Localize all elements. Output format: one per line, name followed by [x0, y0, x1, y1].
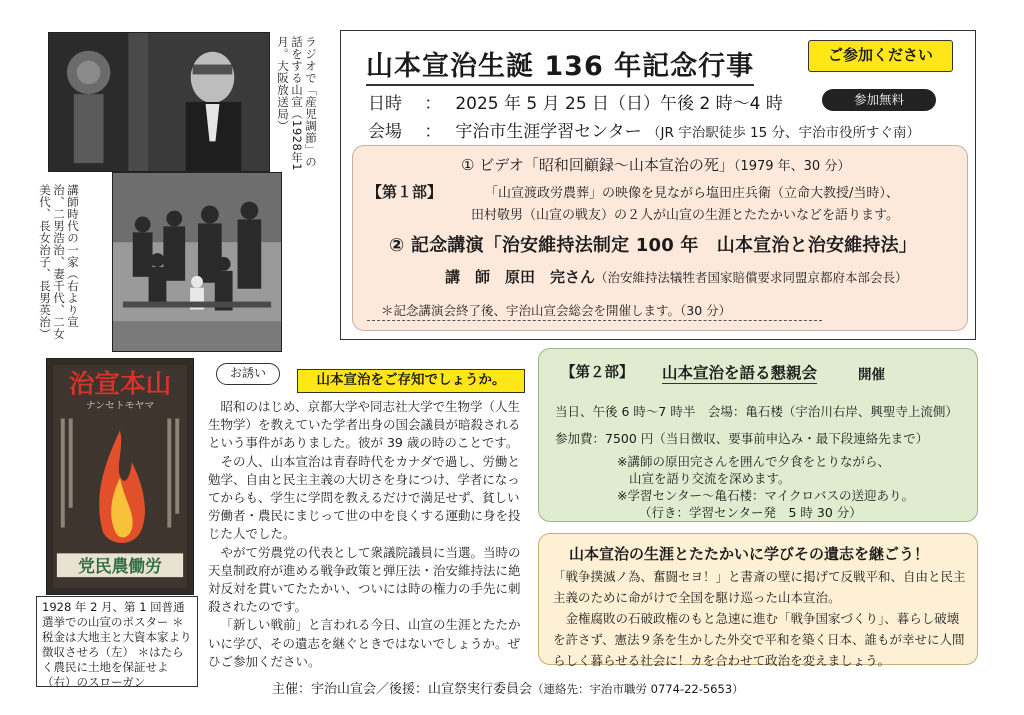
invitation-tag: お誘い [216, 363, 280, 385]
part2-box [538, 348, 978, 522]
legacy-box [538, 533, 978, 668]
poster-bottom: 党民農働労 [78, 556, 162, 577]
venue-note: （JR 宇治駅徒歩 15 分、宇治市役所すぐ南） [647, 125, 920, 141]
invitation-body [208, 398, 530, 671]
radio-photo [48, 32, 270, 172]
poster-subtitle: ナンセトモヤマ [85, 400, 155, 412]
lecturer-row [445, 266, 908, 287]
date-row: 日時 ： 2025 年 5 月 25 日（日）午後 2 時～4 時 [368, 94, 783, 114]
video-description-2: 田村敬男（山宣の戦友）の２人が山宣の生涯とたたかいなどを語ります。 [471, 208, 899, 223]
venue-row: 会場 ： 宇治市生涯学習センター （JR 宇治駅徒歩 15 分、宇治市役所すぐ南） [368, 122, 920, 142]
part2-label: 【第２部】 [561, 365, 634, 381]
part2-note: ※講師の原田完さんを囲んで夕食をとりながら、 [617, 454, 890, 469]
footer-contact: （連絡先：宇治市職労 0774-22-5653） [532, 682, 744, 696]
page-title: 山本宣治生誕 136 年記念行事 [366, 44, 754, 86]
part1-label: 【第１部】 [367, 183, 443, 201]
part1-video-item [461, 154, 850, 175]
video-description-1: 「山宣渡政労農葬」の映像を見ながら塩田庄兵衛（立命大教授/当時）、 [485, 186, 899, 201]
join-badge: ご参加ください [808, 40, 953, 72]
footer [272, 678, 744, 697]
footer-organizers: 主催：宇治山宣会／後援：山宣祭実行委員会 [272, 682, 533, 697]
invitation-paragraph: やがて労農党の代表として衆議院議員に当選。当時の天皇制政府が進める戦争政策と弾圧法・治安維持法に絶対反対を貫いてたたかい、ついには時の権力の手先に刺殺されたのです。 [208, 544, 521, 615]
date-label: 日時 [368, 94, 402, 114]
lecture-title: ② 記念講演「治安維持法制定 100 年 山本宣治と治安維持法」 [389, 235, 918, 256]
poster-caption: 1928 年 2 月、第 1 回普通選挙での山宣のポスター ＊税金は大地主と大資本家より徴収させろ（左） ＊はたらく農民に土地を保証せよ（右）のスローガン [36, 596, 198, 687]
part2-fee: 参加費：7500 円（当日徴収、要事前申込み・最下段連絡先まで） [555, 431, 929, 446]
part2-note: （行き：学習センター発 5 時 30 分） [639, 505, 862, 520]
legacy-body [553, 566, 971, 671]
date-value: 2025 年 5 月 25 日（日）午後 2 時～4 時 [455, 94, 783, 114]
family-photo-caption: 講師時代の一家（右より宣治、二男浩治、妻千代、二女美代、長女治子、長男英治） [38, 184, 80, 340]
invitation-paragraph: 昭和のはじめ、京都大学や同志社大学で生物学（人生生物学）を教えていた学者出身の国会議員が暗殺されるという事件がありました。彼が 39 歳の時のことです。 [208, 399, 521, 451]
venue-label: 会場 [368, 122, 402, 142]
invitation-headline: 山本宣治をご存知でしょうか。 [297, 369, 525, 393]
part2-note: 山宣を語り交流を深めます。 [629, 471, 791, 486]
part1-box [352, 145, 968, 331]
lecturer-note: （治安維持法犠牲者国家賠償要求同盟京都府本部会長） [595, 270, 908, 285]
radio-photo-caption: ラジオで「産児調節」の話をする山宣（1928年1月。大阪放送局） [276, 36, 318, 172]
venue-value: 宇治市生涯学習センター [455, 122, 642, 142]
lecturer-name: 講 師 原田 完さん [445, 268, 596, 286]
part2-held: 開催 [858, 367, 885, 383]
legacy-title: 山本宣治の生涯とたたかいに学びその遺志を継ごう！ [569, 545, 930, 563]
video-note: （1979 年、30 分） [733, 159, 851, 174]
divider [367, 320, 822, 321]
invitation-paragraph: 「新しい戦前」と言われる今日、山宣の生涯とたたかいに学び、その遺志を継ぐときではないでしょうか。ぜひご参加ください。 [208, 617, 521, 669]
poster-title: 治宣本山 [68, 369, 172, 400]
family-photo [112, 172, 282, 352]
part2-time-venue: 当日、午後 6 時～7 時半 会場：亀石楼（宇治川右岸、興聖寺上流側） [555, 404, 958, 419]
part1-footnote: ＊記念講演会終了後、宇治山宣会総会を開催します。（30 分） [381, 303, 732, 318]
legacy-paragraph: 「戦争撲滅ノ為、奮闘セヨ！」と書斎の壁に掲げて反戦平和、自由と民主主義のために命がけで全国を駆け巡った山本宣治。 [553, 569, 966, 605]
part2-note: ※学習センター～亀石楼：マイクロバスの送迎あり。 [617, 488, 914, 503]
invitation-paragraph: その人、山本宣治は青春時代をカナダで過し、労働と勉学、自由と民主主義の大切さを身につけ、学者になってからも、学生に学問を教えるだけで満足せず、貧しい労働者・農民にまじって世の中を良くする運動に身を投じた人でした。 [208, 453, 521, 542]
election-poster [46, 358, 194, 595]
free-admission-badge: 参加無料 [822, 89, 936, 111]
video-title: ① ビデオ「昭和回顧録～山本宣治の死」 [461, 156, 734, 174]
part2-title: 山本宣治を語る懇親会 [662, 361, 817, 384]
legacy-paragraph: 金権腐敗の石破政権のもと急速に進む「戦争国家づくり」、暮らし破壊を許さず、憲法９条を生かした外交で平和を築く日本、誰もが幸せに人間らしく暮らせる社会に！カを合わせて政治を変えましょう。 [553, 611, 965, 668]
